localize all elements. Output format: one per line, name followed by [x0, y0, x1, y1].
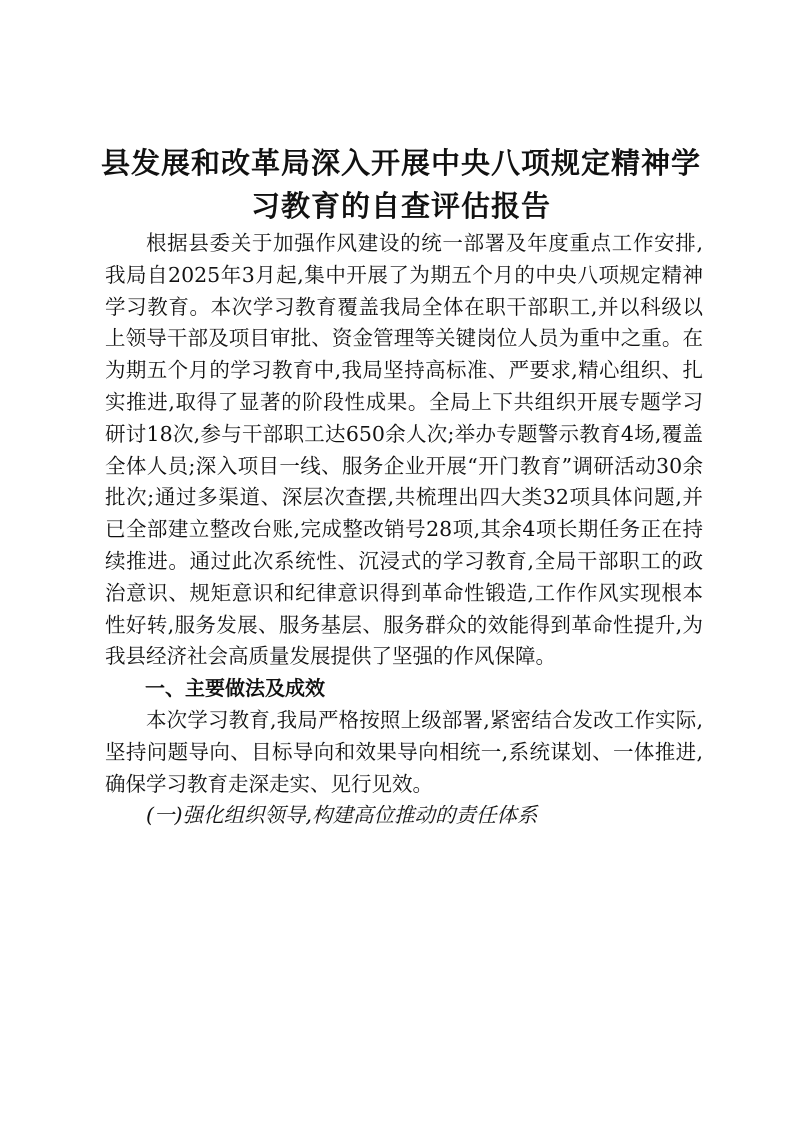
document-body — [105, 228, 703, 832]
intro-paragraph: 根据县委关于加强作风建设的统一部署及年度重点工作安排,我局自2025年3月起,集中开展了为期五个月的中央八项规定精神学习教育。本次学习教育覆盖我局全体在职干部职工,并以科级以上领导干部及项目审批、资金管理等关键岗位人员为重中之重。在为期五个月的学习教育中,我局坚持高标准、严要求,精心组织、扎实推进,取得了显著的阶段性成果。全局上下共组织开展专题学习研讨18次,参与干部职工达650余人次;举办专题警示教育4场,覆盖全体人员;深入项目一线、服务企业开展“开门教育”调研活动30余批次;通过多渠道、深层次查摆,共梳理出四大类32项具体问题,并已全部建立整改台账,完成整改销号28项,其余4项长期任务正在持续推进。通过此次系统性、沉浸式的学习教育,全局干部职工的政治意识、规矩意识和纪律意识得到革命性锻造,工作作风实现根本性好转,服务发展、服务基层、服务群众的效能得到革命性提升,为我县经济社会高质量发展提供了坚强的作风保障。 — [105, 231, 703, 669]
subsection-heading-1: (一)强化组织领导,构建高位推动的责任体系 — [146, 803, 538, 828]
document-title-line-2: 习教育的自查评估报告 — [250, 189, 551, 223]
section-heading-1: 一、主要做法及成效 — [145, 676, 325, 701]
document-title-line-1: 县发展和改革局深入开展中央八项规定精神学 — [100, 146, 701, 180]
section-1-paragraph: 本次学习教育,我局严格按照上级部署,紧密结合发改工作实际,坚持问题导向、目标导向和效果导向相统一,系统谋划、一体推进,确保学习教育走深走实、见行见效。 — [105, 707, 703, 796]
